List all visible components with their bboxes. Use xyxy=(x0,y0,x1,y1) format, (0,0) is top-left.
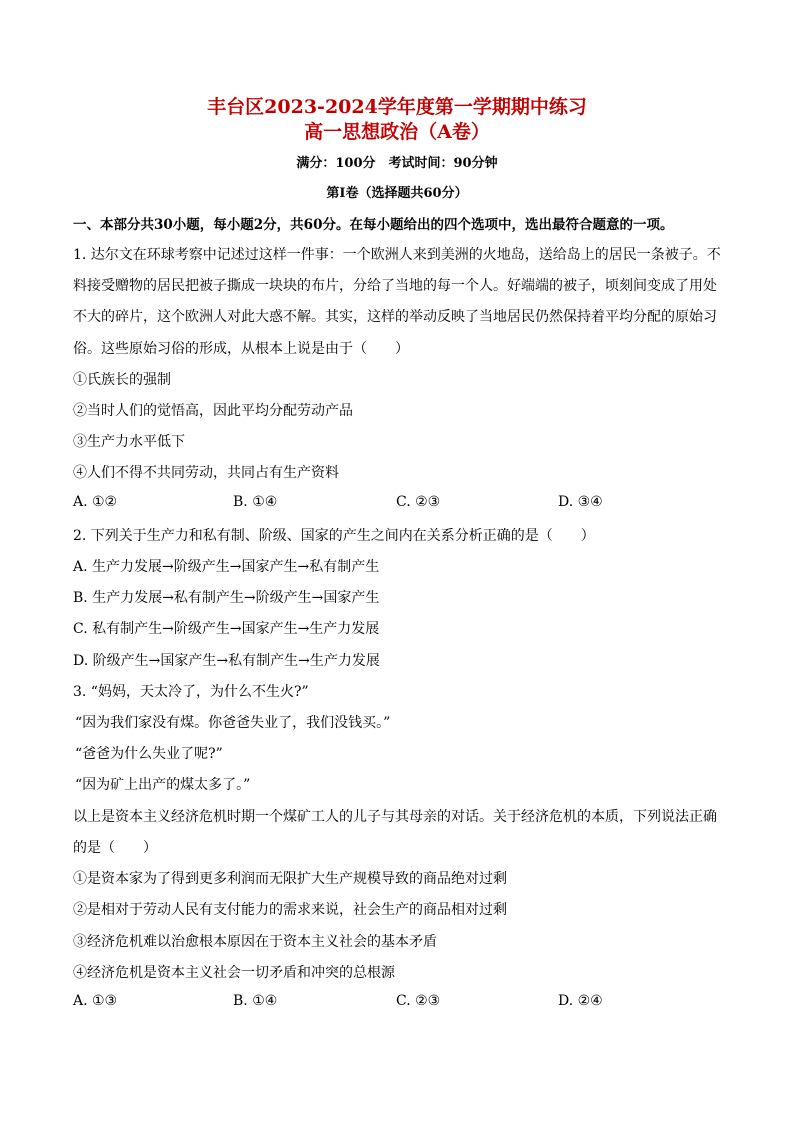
q1-item: ④人们不得不共同劳动，共同占有生产资料 xyxy=(73,465,339,481)
q2-option-b: B. 生产力发展→私有制产生→阶级产生→国家产生 xyxy=(73,590,380,606)
q3-dialogue-line: “因为我们家没有煤。你爸爸失业了，我们没钱买。” xyxy=(75,715,391,731)
q1-item: ②当时人们的觉悟高，因此平均分配劳动产品 xyxy=(73,403,353,419)
q2-option-d: D. 阶级产生→国家产生→私有制产生→生产力发展 xyxy=(73,653,380,669)
q3-item: ②是相对于劳动人民有支付能力的需求来说，社会生产的商品相对过剩 xyxy=(73,902,507,918)
exam-subtitle: 高一思想政治（A卷） xyxy=(304,121,490,143)
q1-stem-line: 料接受赠物的居民把被子撕成一块块的布片，分给了当地的每一个人。好端端的被子，顷刻间变成了用处 xyxy=(73,278,717,294)
q2-stem: 2. 下列关于生产力和私有制、阶级、国家的产生之间内在关系分析正确的是（ ） xyxy=(73,528,595,544)
q1-stem-line: 俗。这些原始习俗的形成，从根本上说是由于（ ） xyxy=(73,341,409,357)
section-instructions: 一、本部分共30小题，每小题2分，共60分。在每小题给出的四个选项中，选出最符合题意的一项。 xyxy=(73,217,674,233)
q3-dialogue-line: 3. “妈妈，天太冷了，为什么不生火?” xyxy=(73,684,309,700)
q1-option-b: B. ①④ xyxy=(233,494,278,510)
q1-item: ③生产力水平低下 xyxy=(73,434,185,450)
q3-stem-line: 以上是资本主义经济危机时期一个煤矿工人的儿子与其母亲的对话。关于经济危机的本质，下列说法正确 xyxy=(73,809,717,825)
part-title: 第I卷（选择题共60分） xyxy=(326,186,468,201)
q3-stem-line: 的是（ ） xyxy=(73,840,157,856)
q3-option-d: D. ②④ xyxy=(558,993,603,1009)
q1-option-a: A. ①② xyxy=(73,494,118,510)
q3-item: ①是资本家为了得到更多利润而无限扩大生产规模导致的商品绝对过剩 xyxy=(73,871,507,887)
q3-option-c: C. ②③ xyxy=(396,993,441,1009)
q2-option-c: C. 私有制产生→阶级产生→国家产生→生产力发展 xyxy=(73,621,380,637)
q3-item: ③经济危机难以治愈根本原因在于资本主义社会的基本矛盾 xyxy=(73,934,437,950)
q1-option-c: C. ②③ xyxy=(396,494,441,510)
q1-option-d: D. ③④ xyxy=(558,494,603,510)
q1-stem-line: 1. 达尔文在环球考察中记述过这样一件事：一个欧洲人来到美洲的火地岛，送给岛上的居民一条被子。不 xyxy=(73,247,721,263)
q3-option-a: A. ①③ xyxy=(73,993,118,1009)
exam-title: 丰台区2023-2024学年度第一学期期中练习 xyxy=(207,96,587,118)
q3-dialogue-line: “因为矿上出产的煤太多了。” xyxy=(75,777,251,793)
q3-dialogue-line: “爸爸为什么失业了呢?” xyxy=(75,746,223,762)
q1-stem-line: 不大的碎片，这个欧洲人对此大惑不解。其实，这样的举动反映了当地居民仍然保持着平均分配的原始习 xyxy=(73,309,717,325)
q3-option-b: B. ①④ xyxy=(233,993,278,1009)
q2-option-a: A. 生产力发展→阶级产生→国家产生→私有制产生 xyxy=(73,559,380,575)
exam-info: 满分：100分 考试时间：90分钟 xyxy=(296,156,498,171)
q3-item: ④经济危机是资本主义社会一切矛盾和冲突的总根源 xyxy=(73,965,395,981)
q1-item: ①氏族长的强制 xyxy=(73,372,171,388)
